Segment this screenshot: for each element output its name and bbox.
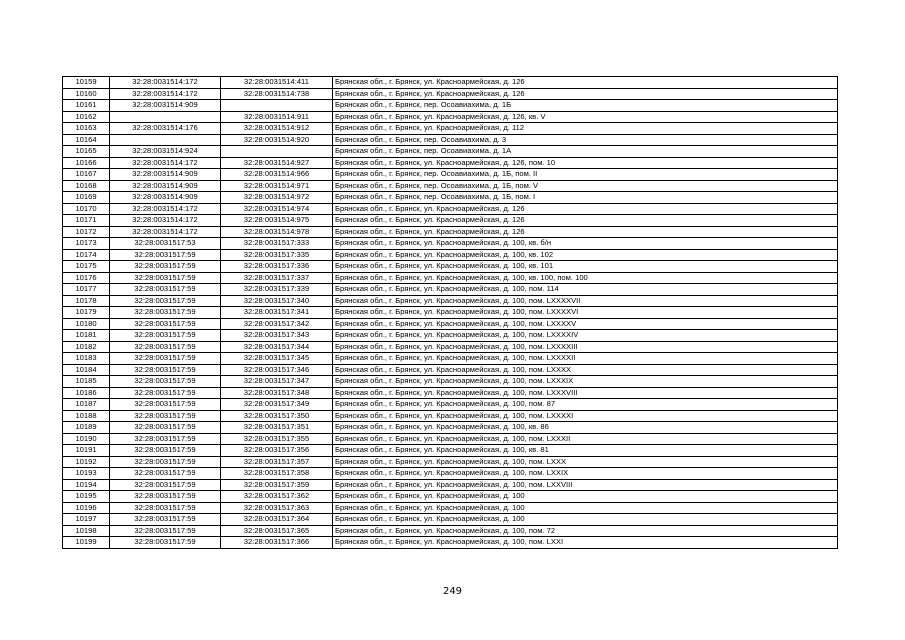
object-cadastral-number-cell: 32:28:0031517:342 <box>221 318 333 330</box>
object-cadastral-number-cell: 32:28:0031517:351 <box>221 422 333 434</box>
parcel-cadastral-number-cell: 32:28:0031517:59 <box>110 537 221 549</box>
address-cell: Брянская обл., г. Брянск, ул. Красноармейская, д. 100, пом. LXXXX <box>333 364 838 376</box>
object-cadastral-number-cell: 32:28:0031514:974 <box>221 203 333 215</box>
address-cell: Брянская обл., г. Брянск, ул. Красноармейская, д. 100, пом. LXXIX <box>333 468 838 480</box>
table-row <box>63 249 838 261</box>
parcel-cadastral-number-cell: 32:28:0031517:59 <box>110 284 221 296</box>
table-row <box>63 491 838 503</box>
address-cell: Брянская обл., г. Брянск, ул. Красноармейская, д. 100 <box>333 514 838 526</box>
parcel-cadastral-number-cell: 32:28:0031517:59 <box>110 376 221 388</box>
row-number-cell: 10193 <box>63 468 110 480</box>
address-cell: Брянская обл., г. Брянск, ул. Красноармейская, д. 100, пом. 72 <box>333 525 838 537</box>
row-number-cell: 10162 <box>63 111 110 123</box>
address-cell: Брянская обл., г. Брянск, ул. Красноармейская, д. 100, пом. LXXXXV <box>333 318 838 330</box>
row-number-cell: 10166 <box>63 157 110 169</box>
row-number-cell: 10177 <box>63 284 110 296</box>
parcel-cadastral-number-cell: 32:28:0031517:59 <box>110 399 221 411</box>
row-number-cell: 10180 <box>63 318 110 330</box>
object-cadastral-number-cell: 32:28:0031517:341 <box>221 307 333 319</box>
parcel-cadastral-number-cell: 32:28:0031514:172 <box>110 215 221 227</box>
object-cadastral-number-cell: 32:28:0031517:366 <box>221 537 333 549</box>
parcel-cadastral-number-cell <box>110 111 221 123</box>
parcel-cadastral-number-cell: 32:28:0031514:924 <box>110 146 221 158</box>
address-cell: Брянская обл., г. Брянск, ул. Красноармейская, д. 100, пом. LXXXXIII <box>333 341 838 353</box>
table-row <box>63 353 838 365</box>
address-cell: Брянская обл., г. Брянск, ул. Красноармейская, д. 126 <box>333 88 838 100</box>
table-row <box>63 100 838 112</box>
parcel-cadastral-number-cell: 32:28:0031514:176 <box>110 123 221 135</box>
address-cell: Брянская обл., г. Брянск, ул. Красноармейская, д. 100, пом. LXXXXVI <box>333 307 838 319</box>
parcel-cadastral-number-cell: 32:28:0031517:59 <box>110 502 221 514</box>
parcel-cadastral-number-cell: 32:28:0031517:59 <box>110 491 221 503</box>
parcel-cadastral-number-cell: 32:28:0031517:59 <box>110 456 221 468</box>
parcel-cadastral-number-cell: 32:28:0031517:59 <box>110 307 221 319</box>
address-cell: Брянская обл., г. Брянск, ул. Красноармейская, д. 100, пом. LXXXXI <box>333 410 838 422</box>
row-number-cell: 10191 <box>63 445 110 457</box>
row-number-cell: 10163 <box>63 123 110 135</box>
row-number-cell: 10182 <box>63 341 110 353</box>
object-cadastral-number-cell: 32:28:0031514:972 <box>221 192 333 204</box>
address-cell: Брянская обл., г. Брянск, ул. Красноармейская, д. 100, пом. LXXVIII <box>333 479 838 491</box>
address-cell: Брянская обл., г. Брянск, ул. Красноармейская, д. 126 <box>333 77 838 89</box>
object-cadastral-number-cell: 32:28:0031517:336 <box>221 261 333 273</box>
table-row <box>63 479 838 491</box>
address-cell: Брянская обл., г. Брянск, ул. Красноармейская, д. 100, пом. LXXX <box>333 456 838 468</box>
object-cadastral-number-cell: 32:28:0031514:411 <box>221 77 333 89</box>
table-row <box>63 134 838 146</box>
table-row <box>63 77 838 89</box>
address-cell: Брянская обл., г. Брянск, ул. Красноармейская, д. 126 <box>333 203 838 215</box>
address-cell: Брянская обл., г. Брянск, ул. Красноармейская, д. 100, пом. LXXXVIII <box>333 387 838 399</box>
parcel-cadastral-number-cell: 32:28:0031514:172 <box>110 203 221 215</box>
row-number-cell: 10165 <box>63 146 110 158</box>
row-number-cell: 10189 <box>63 422 110 434</box>
address-cell: Брянская обл., г. Брянск, ул. Красноармейская, д. 100, пом. LXXXXVII <box>333 295 838 307</box>
parcel-cadastral-number-cell: 32:28:0031517:59 <box>110 295 221 307</box>
row-number-cell: 10181 <box>63 330 110 342</box>
row-number-cell: 10186 <box>63 387 110 399</box>
address-cell: Брянская обл., г. Брянск, ул. Красноармейская, д. 100, пом. LXXXXIV <box>333 330 838 342</box>
parcel-cadastral-number-cell: 32:28:0031517:59 <box>110 479 221 491</box>
object-cadastral-number-cell: 32:28:0031517:349 <box>221 399 333 411</box>
table-row <box>63 284 838 296</box>
address-cell: Брянская обл., г. Брянск, ул. Красноармейская, д. 100, кв. 81 <box>333 445 838 457</box>
row-number-cell: 10168 <box>63 180 110 192</box>
address-cell: Брянская обл., г. Брянск, ул. Красноармейская, д. 100 <box>333 502 838 514</box>
object-cadastral-number-cell: 32:28:0031517:339 <box>221 284 333 296</box>
table-row <box>63 330 838 342</box>
object-cadastral-number-cell: 32:28:0031517:363 <box>221 502 333 514</box>
address-cell: Брянская обл., г. Брянск, пер. Осоавиахима, д. 1А <box>333 146 838 158</box>
row-number-cell: 10183 <box>63 353 110 365</box>
address-cell: Брянская обл., г. Брянск, пер. Осоавиахима, д. 1Б, пом. I <box>333 192 838 204</box>
row-number-cell: 10195 <box>63 491 110 503</box>
object-cadastral-number-cell: 32:28:0031517:333 <box>221 238 333 250</box>
object-cadastral-number-cell: 32:28:0031514:966 <box>221 169 333 181</box>
object-cadastral-number-cell: 32:28:0031514:971 <box>221 180 333 192</box>
parcel-cadastral-number-cell: 32:28:0031517:59 <box>110 468 221 480</box>
parcel-cadastral-number-cell: 32:28:0031514:172 <box>110 226 221 238</box>
parcel-cadastral-number-cell: 32:28:0031517:59 <box>110 364 221 376</box>
parcel-cadastral-number-cell: 32:28:0031514:172 <box>110 157 221 169</box>
object-cadastral-number-cell: 32:28:0031517:337 <box>221 272 333 284</box>
address-cell: Брянская обл., г. Брянск, пер. Осоавиахима, д. 1Б, пом. V <box>333 180 838 192</box>
parcel-cadastral-number-cell <box>110 134 221 146</box>
row-number-cell: 10173 <box>63 238 110 250</box>
table-row <box>63 456 838 468</box>
table-row <box>63 238 838 250</box>
object-cadastral-number-cell: 32:28:0031517:365 <box>221 525 333 537</box>
row-number-cell: 10178 <box>63 295 110 307</box>
object-cadastral-number-cell: 32:28:0031514:978 <box>221 226 333 238</box>
object-cadastral-number-cell: 32:28:0031514:912 <box>221 123 333 135</box>
object-cadastral-number-cell: 32:28:0031514:920 <box>221 134 333 146</box>
row-number-cell: 10164 <box>63 134 110 146</box>
table-row <box>63 215 838 227</box>
row-number-cell: 10197 <box>63 514 110 526</box>
parcel-cadastral-number-cell: 32:28:0031517:59 <box>110 330 221 342</box>
table-row <box>63 318 838 330</box>
table-row <box>63 146 838 158</box>
object-cadastral-number-cell: 32:28:0031514:911 <box>221 111 333 123</box>
row-number-cell: 10167 <box>63 169 110 181</box>
parcel-cadastral-number-cell: 32:28:0031517:59 <box>110 341 221 353</box>
address-cell: Брянская обл., г. Брянск, ул. Красноармейская, д. 100, пом. 87 <box>333 399 838 411</box>
row-number-cell: 10185 <box>63 376 110 388</box>
table-row <box>63 445 838 457</box>
row-number-cell: 10171 <box>63 215 110 227</box>
table-row <box>63 433 838 445</box>
address-cell: Брянская обл., г. Брянск, ул. Красноармейская, д. 100, пом. LXXXII <box>333 433 838 445</box>
parcel-cadastral-number-cell: 32:28:0031514:909 <box>110 100 221 112</box>
row-number-cell: 10172 <box>63 226 110 238</box>
row-number-cell: 10198 <box>63 525 110 537</box>
table-row <box>63 111 838 123</box>
table-row <box>63 387 838 399</box>
object-cadastral-number-cell <box>221 100 333 112</box>
object-cadastral-number-cell: 32:28:0031514:927 <box>221 157 333 169</box>
address-cell: Брянская обл., г. Брянск, ул. Красноармейская, д. 100 <box>333 491 838 503</box>
object-cadastral-number-cell: 32:28:0031514:975 <box>221 215 333 227</box>
parcel-cadastral-number-cell: 32:28:0031514:172 <box>110 88 221 100</box>
table-row <box>63 514 838 526</box>
table-row <box>63 376 838 388</box>
address-cell: Брянская обл., г. Брянск, ул. Красноармейская, д. 100, кв. 101 <box>333 261 838 273</box>
parcel-cadastral-number-cell: 32:28:0031514:909 <box>110 169 221 181</box>
row-number-cell: 10159 <box>63 77 110 89</box>
address-cell: Брянская обл., г. Брянск, ул. Красноармейская, д. 126 <box>333 215 838 227</box>
table-row <box>63 525 838 537</box>
table-row <box>63 422 838 434</box>
object-cadastral-number-cell: 32:28:0031517:335 <box>221 249 333 261</box>
row-number-cell: 10169 <box>63 192 110 204</box>
object-cadastral-number-cell: 32:28:0031517:355 <box>221 433 333 445</box>
object-cadastral-number-cell: 32:28:0031517:347 <box>221 376 333 388</box>
object-cadastral-number-cell: 32:28:0031517:357 <box>221 456 333 468</box>
object-cadastral-number-cell: 32:28:0031517:362 <box>221 491 333 503</box>
parcel-cadastral-number-cell: 32:28:0031517:59 <box>110 525 221 537</box>
parcel-cadastral-number-cell: 32:28:0031517:59 <box>110 445 221 457</box>
table-row <box>63 272 838 284</box>
parcel-cadastral-number-cell: 32:28:0031517:59 <box>110 410 221 422</box>
object-cadastral-number-cell: 32:28:0031517:344 <box>221 341 333 353</box>
object-cadastral-number-cell: 32:28:0031517:350 <box>221 410 333 422</box>
row-number-cell: 10190 <box>63 433 110 445</box>
table-row <box>63 261 838 273</box>
address-cell: Брянская обл., г. Брянск, ул. Красноармейская, д. 126, кв. V <box>333 111 838 123</box>
parcel-cadastral-number-cell: 32:28:0031517:53 <box>110 238 221 250</box>
object-cadastral-number-cell: 32:28:0031517:346 <box>221 364 333 376</box>
address-cell: Брянская обл., г. Брянск, пер. Осоавиахима, д. 1Б, пом. II <box>333 169 838 181</box>
table-row <box>63 203 838 215</box>
row-number-cell: 10188 <box>63 410 110 422</box>
table-row <box>63 468 838 480</box>
parcel-cadastral-number-cell: 32:28:0031514:909 <box>110 180 221 192</box>
address-cell: Брянская обл., г. Брянск, ул. Красноармейская, д. 100, пом. LXXXXII <box>333 353 838 365</box>
address-cell: Брянская обл., г. Брянск, ул. Красноармейская, д. 100, кв. 100, пом. 100 <box>333 272 838 284</box>
row-number-cell: 10184 <box>63 364 110 376</box>
address-cell: Брянская обл., г. Брянск, ул. Красноармейская, д. 100, пом. 114 <box>333 284 838 296</box>
address-cell: Брянская обл., г. Брянск, ул. Красноармейская, д. 100, кв. 102 <box>333 249 838 261</box>
object-cadastral-number-cell: 32:28:0031517:364 <box>221 514 333 526</box>
registry-table <box>62 76 838 549</box>
parcel-cadastral-number-cell: 32:28:0031517:59 <box>110 353 221 365</box>
address-cell: Брянская обл., г. Брянск, ул. Красноармейская, д. 126 <box>333 226 838 238</box>
row-number-cell: 10196 <box>63 502 110 514</box>
address-cell: Брянская обл., г. Брянск, ул. Красноармейская, д. 100, пом. LXXI <box>333 537 838 549</box>
parcel-cadastral-number-cell: 32:28:0031517:59 <box>110 318 221 330</box>
object-cadastral-number-cell: 32:28:0031517:340 <box>221 295 333 307</box>
parcel-cadastral-number-cell: 32:28:0031517:59 <box>110 387 221 399</box>
registry-table-body <box>63 77 838 549</box>
object-cadastral-number-cell: 32:28:0031517:359 <box>221 479 333 491</box>
table-row <box>63 226 838 238</box>
table-row <box>63 157 838 169</box>
table-row <box>63 169 838 181</box>
row-number-cell: 10160 <box>63 88 110 100</box>
row-number-cell: 10174 <box>63 249 110 261</box>
address-cell: Брянская обл., г. Брянск, ул. Красноармейская, д. 100, пом. LXXXIX <box>333 376 838 388</box>
parcel-cadastral-number-cell: 32:28:0031514:909 <box>110 192 221 204</box>
parcel-cadastral-number-cell: 32:28:0031517:59 <box>110 514 221 526</box>
row-number-cell: 10192 <box>63 456 110 468</box>
row-number-cell: 10161 <box>63 100 110 112</box>
address-cell: Брянская обл., г. Брянск, пер. Осоавиахима, д. 3 <box>333 134 838 146</box>
table-row <box>63 307 838 319</box>
page-number: 249 <box>442 586 463 597</box>
object-cadastral-number-cell: 32:28:0031517:348 <box>221 387 333 399</box>
table-row <box>63 180 838 192</box>
address-cell: Брянская обл., г. Брянск, ул. Красноармейская, д. 126, пом. 10 <box>333 157 838 169</box>
object-cadastral-number-cell: 32:28:0031517:358 <box>221 468 333 480</box>
parcel-cadastral-number-cell: 32:28:0031517:59 <box>110 249 221 261</box>
table-row <box>63 399 838 411</box>
table-row <box>63 537 838 549</box>
table-row <box>63 410 838 422</box>
row-number-cell: 10175 <box>63 261 110 273</box>
row-number-cell: 10179 <box>63 307 110 319</box>
table-row <box>63 192 838 204</box>
object-cadastral-number-cell: 32:28:0031517:345 <box>221 353 333 365</box>
parcel-cadastral-number-cell: 32:28:0031517:59 <box>110 433 221 445</box>
table-row <box>63 341 838 353</box>
row-number-cell: 10194 <box>63 479 110 491</box>
object-cadastral-number-cell <box>221 146 333 158</box>
parcel-cadastral-number-cell: 32:28:0031514:172 <box>110 77 221 89</box>
table-row <box>63 502 838 514</box>
address-cell: Брянская обл., г. Брянск, ул. Красноармейская, д. 100, кв. 86 <box>333 422 838 434</box>
row-number-cell: 10170 <box>63 203 110 215</box>
table-row <box>63 364 838 376</box>
object-cadastral-number-cell: 32:28:0031517:356 <box>221 445 333 457</box>
address-cell: Брянская обл., г. Брянск, ул. Красноармейская, д. 100, кв. б/н <box>333 238 838 250</box>
table-row <box>63 295 838 307</box>
parcel-cadastral-number-cell: 32:28:0031517:59 <box>110 261 221 273</box>
object-cadastral-number-cell: 32:28:0031517:343 <box>221 330 333 342</box>
parcel-cadastral-number-cell: 32:28:0031517:59 <box>110 272 221 284</box>
table-row <box>63 123 838 135</box>
address-cell: Брянская обл., г. Брянск, ул. Красноармейская, д. 112 <box>333 123 838 135</box>
row-number-cell: 10176 <box>63 272 110 284</box>
table-row <box>63 88 838 100</box>
row-number-cell: 10199 <box>63 537 110 549</box>
parcel-cadastral-number-cell: 32:28:0031517:59 <box>110 422 221 434</box>
object-cadastral-number-cell: 32:28:0031514:738 <box>221 88 333 100</box>
address-cell: Брянская обл., г. Брянск, пер. Осоавиахима, д. 1Б <box>333 100 838 112</box>
row-number-cell: 10187 <box>63 399 110 411</box>
